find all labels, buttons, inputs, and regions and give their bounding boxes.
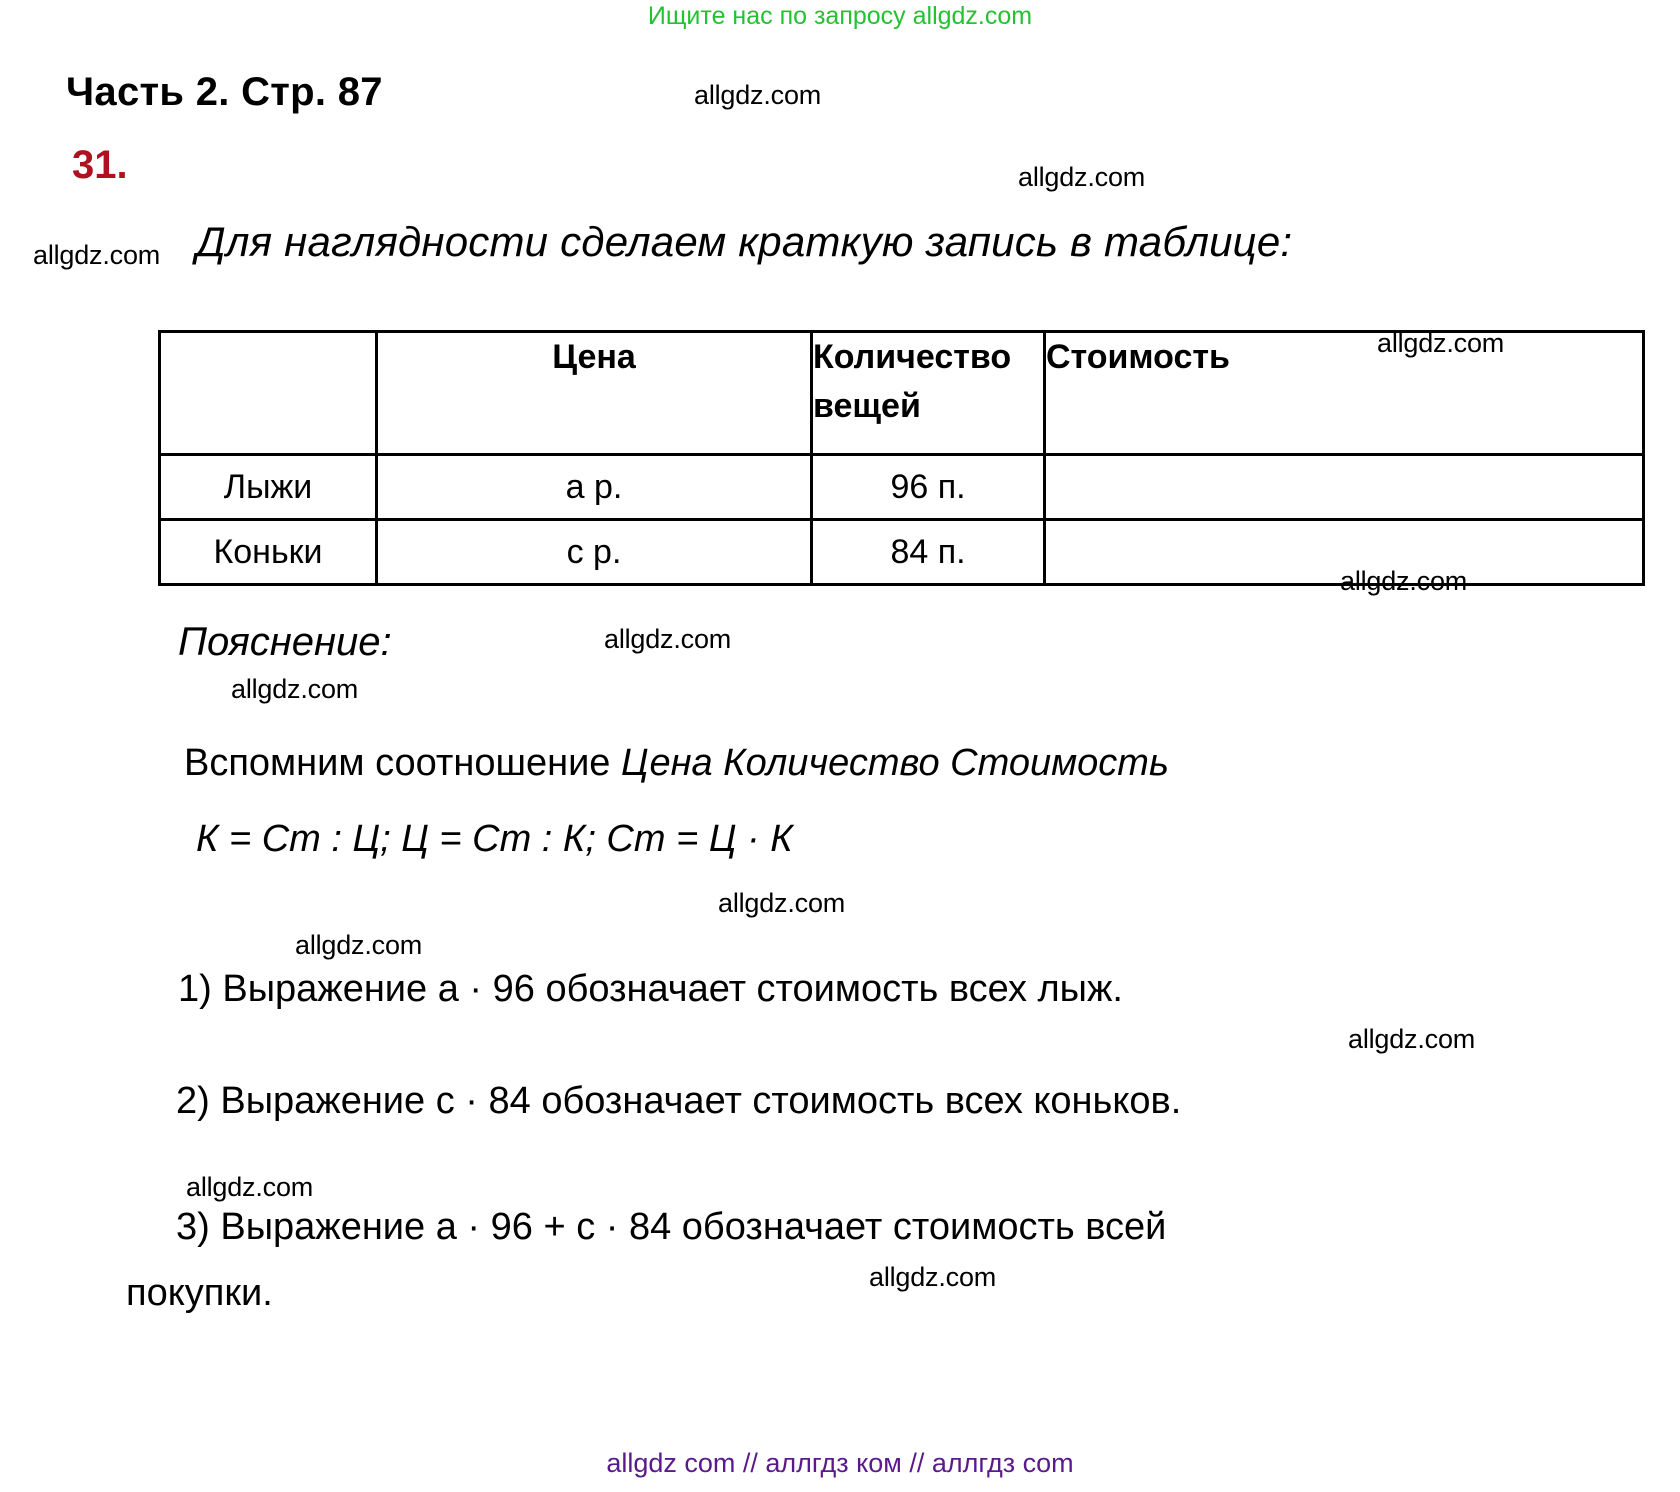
watermark-text: allgdz.com — [869, 1262, 997, 1292]
row-cost-skis — [1045, 455, 1644, 520]
relation-terms: Цена Количество Стоимость — [620, 742, 1169, 784]
watermark-text: allgdz.com — [718, 888, 846, 918]
row-quantity-skates: 84 п. — [812, 520, 1045, 585]
table-header-cell-cost: Стоимость — [1045, 332, 1644, 455]
statement-3-continued: покупки. — [126, 1272, 273, 1314]
watermark-text: allgdz.com — [604, 624, 732, 654]
formula-line: К = Ст : Ц; Ц = Ст : К; Ст = Ц · К — [196, 818, 793, 860]
row-label-skis: Лыжи — [160, 455, 377, 520]
watermark-text: allgdz.com — [694, 80, 822, 110]
search-prompt-banner: Ищите нас по запросу allgdz.com — [647, 2, 1033, 30]
summary-table — [158, 330, 1645, 586]
intro-sentence: Для наглядности сделаем краткую запись в таблице: — [196, 218, 1293, 265]
table-header-cell-quantity: Количество вещей — [812, 332, 1045, 455]
row-quantity-skis: 96 п. — [812, 455, 1045, 520]
footer-watermark: allgdz com // аллгдз ком // аллгдз com — [606, 1448, 1074, 1478]
relation-prefix: Вспомним соотношение — [184, 742, 621, 784]
row-price-skates: с р. — [377, 520, 812, 585]
statement-2: 2) Выражение с · 84 обозначает стоимость всех коньков. — [176, 1080, 1182, 1122]
task-number: 31. — [72, 143, 128, 187]
relation-sentence — [184, 742, 1169, 785]
table-header-cell-price: Цена — [377, 332, 812, 455]
watermark-text: allgdz.com — [1348, 1024, 1476, 1054]
watermark-text: allgdz.com — [1018, 162, 1146, 192]
explanation-label: Пояснение: — [178, 620, 392, 664]
statement-1: 1) Выражение а · 96 обозначает стоимость всех лыж. — [178, 968, 1123, 1010]
row-price-skis: а р. — [377, 455, 812, 520]
watermark-text: allgdz.com — [231, 674, 359, 704]
page-title: Часть 2. Стр. 87 — [66, 70, 383, 114]
watermark-text: allgdz.com — [295, 930, 423, 960]
watermark-text: allgdz.com — [186, 1172, 314, 1202]
statement-3: 3) Выражение а · 96 + с · 84 обозначает стоимость всей — [176, 1206, 1167, 1248]
table-row — [160, 455, 1644, 520]
watermark-text: allgdz.com — [1340, 566, 1468, 596]
table-header-cell-blank — [160, 332, 377, 455]
watermark-text: allgdz.com — [33, 240, 161, 270]
row-label-skates: Коньки — [160, 520, 377, 585]
watermark-text: allgdz.com — [1377, 328, 1505, 358]
